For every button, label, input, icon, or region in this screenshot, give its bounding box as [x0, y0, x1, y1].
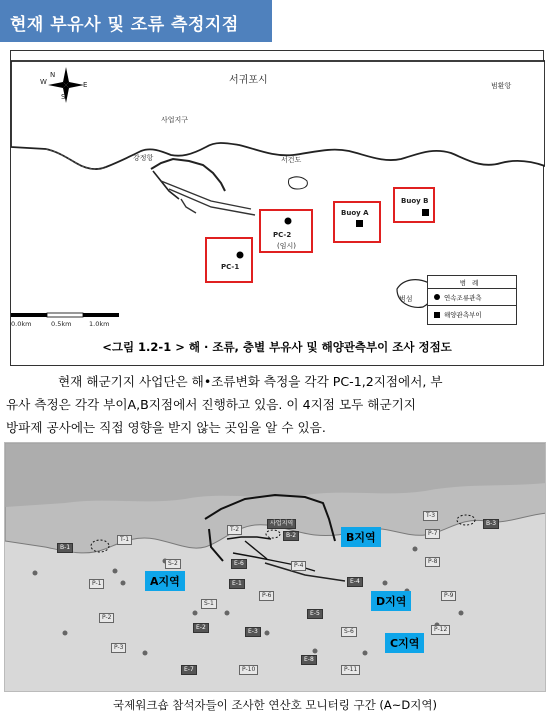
survey-station-map [10, 50, 544, 366]
tag-t2: T-2 [227, 525, 242, 535]
tag-t1: T-1 [117, 535, 132, 545]
west-port-label: 강정항 [133, 154, 154, 162]
site-box-pc1 [205, 237, 253, 283]
tag-p6: P-6 [259, 591, 274, 601]
zone-c-label: C지역 [385, 633, 424, 653]
village-tag: 사업지역 [267, 519, 296, 529]
site-label-pc2-sub: (임시) [277, 242, 296, 250]
tag-e4: E-4 [347, 577, 363, 587]
tag-e8: E-8 [301, 655, 317, 665]
compass-north: N [50, 71, 56, 79]
figure1-caption: <그림 1.2-1 > 해 · 조류, 층별 부유사 및 해양관측부이 조사 정점도 [102, 340, 452, 354]
site-label-pc1: PC-1 [221, 263, 240, 271]
legend-row-buoy [428, 306, 516, 323]
tag-s6: S-6 [341, 627, 357, 637]
zone-b-label: B지역 [341, 527, 381, 547]
tag-p8: P-8 [425, 557, 440, 567]
zone-a-label: A지역 [145, 571, 185, 591]
scale-tick-1: 0.5km [51, 320, 72, 328]
compass-west: W [40, 78, 47, 86]
compass-east: E [83, 81, 88, 89]
tag-e7: E-7 [181, 665, 197, 675]
coral-monitoring-map [4, 442, 546, 692]
site-box-buoy-a [333, 201, 381, 243]
tag-s1: S-1 [201, 599, 217, 609]
site-label-buoy-b: Buoy B [401, 197, 429, 205]
village-label: 사업지구 [161, 116, 189, 124]
tag-e3: E-3 [245, 627, 261, 637]
legend-row-buoy-label: 해양관측부이 [444, 311, 482, 319]
legend-row-current-label: 연속조류관측 [444, 293, 482, 302]
island-left-label: 서건도 [281, 156, 302, 164]
zone-d-label: D지역 [371, 591, 411, 611]
tag-b1: B-1 [57, 543, 73, 553]
site-label-buoy-a: Buoy A [341, 209, 369, 217]
circle-marker-icon [434, 294, 440, 300]
tag-b3: B-3 [483, 519, 499, 529]
paragraph-line-2: 유사 측정은 각각 부이A,B지점에서 진행하고 있음. 이 4지점 모두 해군기지 [6, 397, 416, 412]
monitoring-base-map [5, 443, 546, 692]
scale-tick-0: 0.0km [11, 320, 32, 328]
compass-south: S [61, 93, 66, 101]
tag-e2: E-2 [193, 623, 209, 633]
body-paragraph [6, 370, 544, 439]
legend-title: 범례 [428, 276, 516, 289]
tag-p9: P-9 [441, 591, 456, 601]
city-label: 서귀포시 [229, 75, 268, 86]
paragraph-line-3: 방파제 공사에는 직접 영향을 받지 않는 곳임을 알 수 있음. [6, 420, 326, 435]
tag-e1: E-1 [229, 579, 245, 589]
site-box-buoy-b [393, 187, 435, 223]
site-label-pc2: PC-2 [273, 231, 292, 239]
figure2-caption: 국제워크숍 참석자들이 조사한 연산호 모니터링 구간 (A~D지역) [113, 698, 437, 712]
square-marker-icon [434, 312, 440, 318]
tag-p12: P-12 [431, 625, 450, 635]
tag-p10: P-10 [239, 665, 258, 675]
tag-s2: S-2 [165, 559, 181, 569]
tag-p7: P-7 [425, 529, 440, 539]
tag-p4: P-4 [291, 561, 306, 571]
tag-b2: B-2 [283, 531, 299, 541]
legend-row-current [428, 289, 516, 306]
map-legend [427, 275, 517, 325]
tag-t3: T-3 [423, 511, 438, 521]
tag-e6: E-6 [231, 559, 247, 569]
tag-p2: P-2 [99, 613, 114, 623]
tag-p1: P-1 [89, 579, 104, 589]
island-right-label: 범섬 [399, 295, 413, 303]
scale-tick-2: 1.0km [89, 320, 110, 328]
tag-e5: E-5 [307, 609, 323, 619]
page-title: 현재 부유사 및 조류 측정지점 [0, 0, 272, 42]
paragraph-line-1: 현재 해군기지 사업단은 해•조류변화 측정을 각각 PC-1,2지점에서, 부 [58, 374, 443, 389]
east-port-label: 범환항 [491, 82, 512, 90]
tag-p3: P-3 [111, 643, 126, 653]
tag-p11: P-11 [341, 665, 360, 675]
